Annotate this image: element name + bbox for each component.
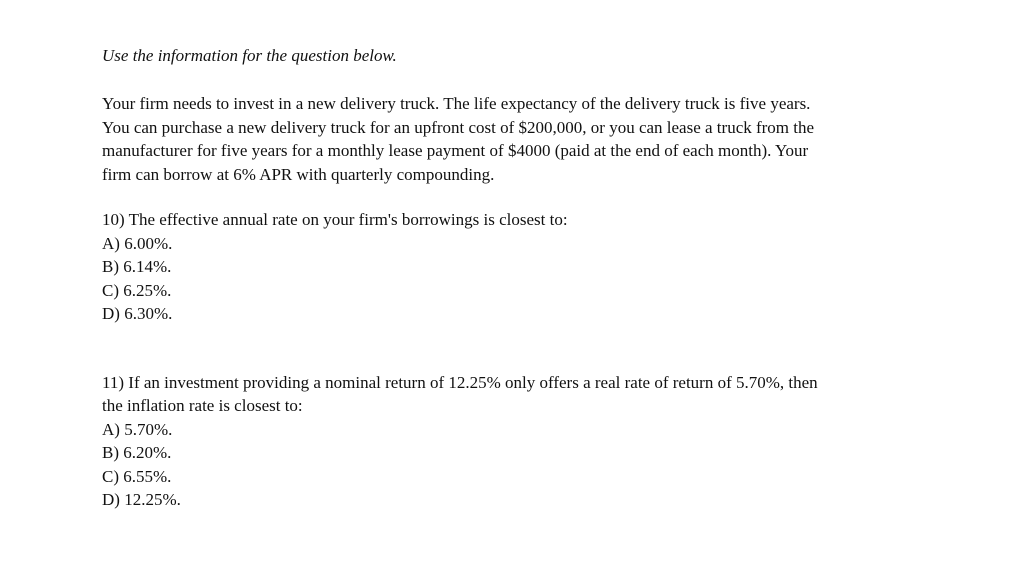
choice-b[interactable]: B) 6.14%. [102, 257, 172, 276]
choice-a[interactable]: A) 6.00%. [102, 233, 173, 253]
context-line: Your firm needs to invest in a new delivery truck. The life expectancy of the delivery truck is five years. [102, 94, 811, 113]
choice-a[interactable]: A) 5.70%. [102, 419, 173, 439]
question-stem: the inflation rate is closest to: [102, 396, 303, 415]
context-line: manufacturer for five years for a monthly lease payment of $4000 (paid at the end of each month). Your [102, 141, 809, 160]
question-11 [102, 371, 902, 512]
context-line: firm can borrow at 6% APR with quarterly compounding. [102, 164, 495, 184]
question-10 [102, 208, 902, 326]
choice-d[interactable]: D) 12.25%. [102, 490, 181, 509]
question-stem: 11) If an investment providing a nominal return of 12.25% only offers a real rate of return of 5.70%, then [102, 372, 818, 392]
context-paragraph [102, 92, 902, 186]
choice-d[interactable]: D) 6.30%. [102, 304, 173, 323]
context-line: You can purchase a new delivery truck for an upfront cost of $200,000, or you can lease a truck from the [102, 117, 815, 137]
choice-list [102, 418, 902, 512]
question-stem: 10) The effective annual rate on your firm's borrowings is closest to: [102, 210, 568, 229]
choice-list [102, 232, 902, 326]
choice-c[interactable]: C) 6.25%. [102, 280, 172, 300]
intro-text: Use the information for the question below. [102, 46, 397, 65]
choice-b[interactable]: B) 6.20%. [102, 443, 172, 462]
document-page [102, 44, 902, 512]
choice-c[interactable]: C) 6.55%. [102, 466, 172, 486]
